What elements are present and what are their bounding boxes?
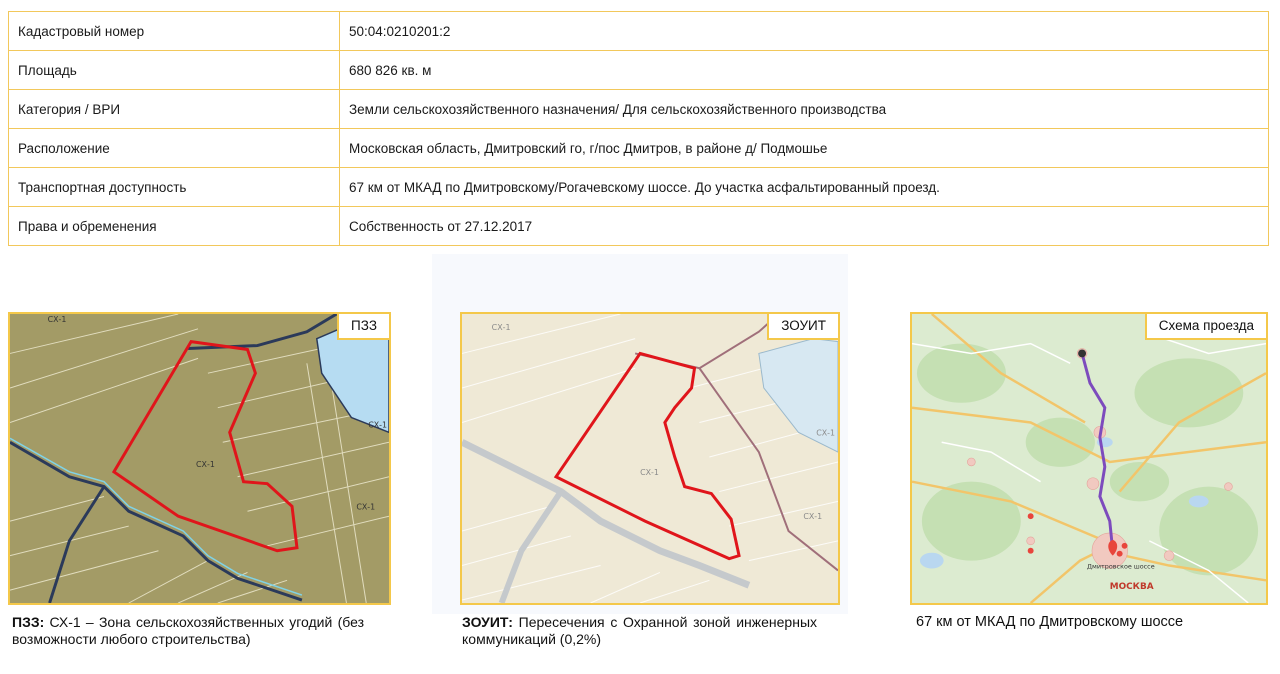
zone-label: СХ-1 <box>640 467 659 477</box>
zone-label: СХ-1 <box>816 428 836 438</box>
table-row <box>9 51 1269 90</box>
row-label: Площадь <box>9 51 340 90</box>
row-value: 50:04:0210201:2 <box>340 12 1269 51</box>
zouit-map[interactable] <box>460 312 840 605</box>
row-value: Собственность от 27.12.2017 <box>340 207 1269 246</box>
pzz-caption <box>12 614 364 648</box>
route-caption: 67 км от МКАД по Дмитровскому шоссе <box>916 614 1184 630</box>
table-row <box>9 207 1269 246</box>
panel-tag: ЗОУИТ <box>767 314 838 340</box>
panel-tag: ПЗЗ <box>337 314 389 340</box>
zone-label: СХ-1 <box>356 502 376 512</box>
table-row <box>9 129 1269 168</box>
pzz-map-image <box>10 314 389 603</box>
table-row <box>9 168 1269 207</box>
row-label: Категория / ВРИ <box>9 90 340 129</box>
caption-text: СХ-1 – Зона сельскохозяйственных угодий (без возможности любого строительства) <box>12 614 364 647</box>
row-value: 680 826 кв. м <box>340 51 1269 90</box>
zone-label: СХ-1 <box>491 322 511 332</box>
caption-text: Пересечения с Охранной зоной инженерных коммуникаций (0,2%) <box>462 614 818 647</box>
row-value: Московская область, Дмитровский го, г/пос Дмитров, в районе д/ Подмошье <box>340 129 1269 168</box>
zone-label: СХ-1 <box>196 459 215 469</box>
route-map-image <box>912 314 1266 603</box>
table-row <box>9 90 1269 129</box>
row-label: Права и обременения <box>9 207 340 246</box>
road-label: Дмитровское шоссе <box>1087 562 1155 571</box>
table-row <box>9 12 1269 51</box>
pzz-map[interactable] <box>8 312 391 605</box>
property-info-table <box>8 11 1269 246</box>
zone-label: СХ-1 <box>47 314 67 324</box>
zouit-map-image <box>462 314 838 603</box>
route-map[interactable] <box>910 312 1268 605</box>
row-value: 67 км от МКАД по Дмитровскому/Рогачевскому шоссе. До участка асфальтированный проезд. <box>340 168 1269 207</box>
city-label: МОСКВА <box>1109 582 1154 593</box>
row-label: Кадастровый номер <box>9 12 340 51</box>
zone-label: СХ-1 <box>368 420 388 430</box>
row-label: Расположение <box>9 129 340 168</box>
row-label: Транспортная доступность <box>9 168 340 207</box>
panel-tag: Схема проезда <box>1145 314 1266 340</box>
zone-label: СХ-1 <box>803 512 823 522</box>
row-value: Земли сельскохозяйственного назначения/ Для сельскохозяйственного производства <box>340 90 1269 129</box>
caption-title: ЗОУИТ: <box>462 614 513 630</box>
zouit-caption <box>462 614 817 648</box>
caption-title: ПЗЗ: <box>12 614 45 630</box>
